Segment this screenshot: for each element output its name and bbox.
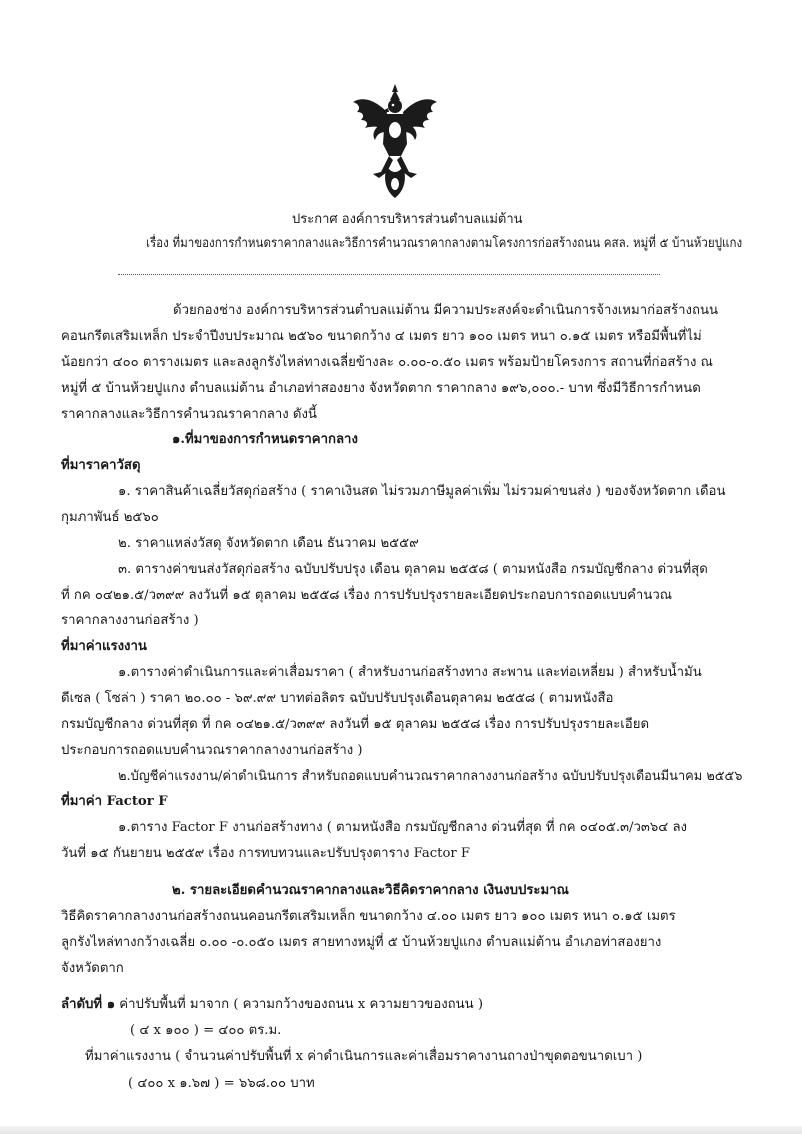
body-line: ๓. ตารางค่าขนส่งวัสดุก่อสร้าง ฉบับปรับปรุง เดือน ตุลาคม ๒๕๕๘ ( ตามหนังสือ กรมบัญชีกลาง ด่วนที่สุด [118,562,708,577]
subheading-factor-f: ที่มาค่า Factor F [61,794,168,809]
body-line: ประกอบการถอดแบบคำนวณราคากลางงานก่อสร้าง ) [61,743,363,758]
garuda-emblem-icon [345,82,445,200]
body-line: ๑.ตาราง Factor F งานก่อสร้างทาง ( ตามหนังสือ กรมบัญชีกลาง ด่วนที่สุด ที่ กค ๐๔๐๕.๓/ว๓๖๔ ลง [118,820,687,835]
body-line: ด้วยกองช่าง องค์การบริหารส่วนตำบลแม่ต้าน มีความประสงค์จะดำเนินการจ้างเหมาก่อสร้างถนน [173,303,718,318]
body-line: ราคากลางและวิธีการคำนวณราคากลาง ดังนี้ [61,407,317,422]
body-line: ที่มาค่าแรงงาน ( จำนวนค่าปรับพื้นที่ x ค่าดำเนินการและค่าเสื่อมราคางานถางป่าขุดตอขนาดเบา ) [85,1049,643,1064]
scan-bottom-edge [0,1126,802,1134]
item-label: ลำดับที่ ๑ [61,997,116,1012]
calc-line: ( ๔ x ๑๐๐ ) = ๔๐๐ ตร.ม. [130,1023,282,1038]
body-line: คอนกรีตเสริมเหล็ก ประจำปีงบประมาณ ๒๕๖๐ ขนาดกว้าง ๔ เมตร ยาว ๑๐๐ เมตร หนา ๐.๑๕ เมตร หรือมีพื้นที่ไม่ [61,329,702,344]
body-line: ๒.บัญชีค่าแรงงาน/ค่าดำเนินการ สำหรับถอดแบบคำนวณราคากลางงานก่อสร้าง ฉบับปรับปรุงเดือนมีนาคม ๒๕๕๖ [118,769,743,784]
body-line: หมู่ที่ ๕ บ้านห้วยปูแกง ตำบลแม่ต้าน อำเภอท่าสองยาง จังหวัดตาก ราคากลาง ๑๙๖,๐๐๐.- บาท ซึ่งมีวิธีการกำหนด [61,381,701,396]
body-line: กรมบัญชีกลาง ด่วนที่สุด ที่ กค ๐๔๒๑.๕/ว๓๙๙ ลงวันที่ ๑๕ ตุลาคม ๒๕๕๘ เรื่อง การปรับปรุงรายละเอียด [61,717,650,732]
dotted-divider [118,274,660,275]
body-line: จังหวัดตาก [61,961,124,976]
announcement-subject: เรื่อง ที่มาของการกำหนดราคากลางและวิธีการคำนวณราคากลางตามโครงการก่อสร้างถนน คสล. หมู่ที่ ๕ บ้านห้วยปูแกง [146,236,743,251]
section-heading-1: ๑.ที่มาของการกำหนดราคากลาง [172,432,358,447]
item-text: ค่าปรับพื้นที่ มาจาก ( ความกว้างของถนน x ความยาวของถนน ) [119,997,484,1012]
section-heading-2: ๒. รายละเอียดคำนวณราคากลางและวิธีคิดราคากลาง เงินงบประมาณ [172,883,569,898]
body-line: น้อยกว่า ๔๐๐ ตารางเมตร และลงลูกรังไหล่ทางเฉลี่ยข้างละ ๐.๐๐-๐.๕๐ เมตร พร้อมป้ายโครงการ สถานที่ก่อสร้าง ณ [61,355,713,370]
body-line: ลูกรังไหล่ทางกว้างเฉลี่ย ๐.๐๐ -๐.๐๕๐ เมตร สายทางหมู่ที่ ๕ บ้านห้วยปูแกง ตำบลแม่ต้าน อำเภอท่าสองยาง [61,935,662,950]
body-line: กุมภาพันธ์ ๒๕๖๐ [61,510,159,525]
announcement-title: ประกาศ องค์การบริหารส่วนตำบลแม่ต้าน [292,212,523,227]
item-line [61,996,483,1014]
body-line: ที่ กค ๐๔๒๑.๕/ว๓๙๙ ลงวันที่ ๑๕ ตุลาคม ๒๕๕๘ เรื่อง การปรับปรุงรายละเอียดประกอบการถอดแบบคำนวณ [61,588,672,603]
subheading-labor: ที่มาค่าแรงงาน [61,639,147,654]
body-line: ดีเซล ( โซล่า ) ราคา ๒๐.๐๐ - ๖๙.๙๙ บาทต่อลิตร ฉบับปรับปรุงเดือนตุลาคม ๒๕๕๘ ( ตามหนังสือ [61,691,614,706]
body-line: วิธีคิดราคากลางงานก่อสร้างถนนคอนกรีตเสริมเหล็ก ขนาดกว้าง ๔.๐๐ เมตร ยาว ๑๐๐ เมตร หนา ๐.๑๕ เมตร [61,909,676,924]
body-line: ๒. ราคาแหล่งวัสดุ จังหวัดตาก เดือน ธันวาคม ๒๕๕๙ [118,536,419,551]
body-line: ๑. ราคาสินค้าเฉลี่ยวัสดุก่อสร้าง ( ราคาเงินสด ไม่รวมภาษีมูลค่าเพิ่ม ไม่รวมค่าขนส่ง ) ของจังหวัดตาก เดือน [118,484,726,499]
calc-line: ( ๔๐๐ x ๑.๖๗ ) = ๖๖๘.๐๐ บาท [128,1076,315,1091]
body-line: ราคากลางงานก่อสร้าง ) [61,613,199,628]
subheading-material: ที่มาราคาวัสดุ [61,458,141,473]
body-line: ๑.ตารางค่าดำเนินการและค่าเสื่อมราคา ( สำหรับงานก่อสร้างทาง สะพาน และท่อเหลี่ยม ) สำหรับน้ำมัน [118,665,702,680]
body-line: วันที่ ๑๕ กันยายน ๒๕๕๙ เรื่อง การทบทวนและปรับปรุงตาราง Factor F [61,846,471,861]
